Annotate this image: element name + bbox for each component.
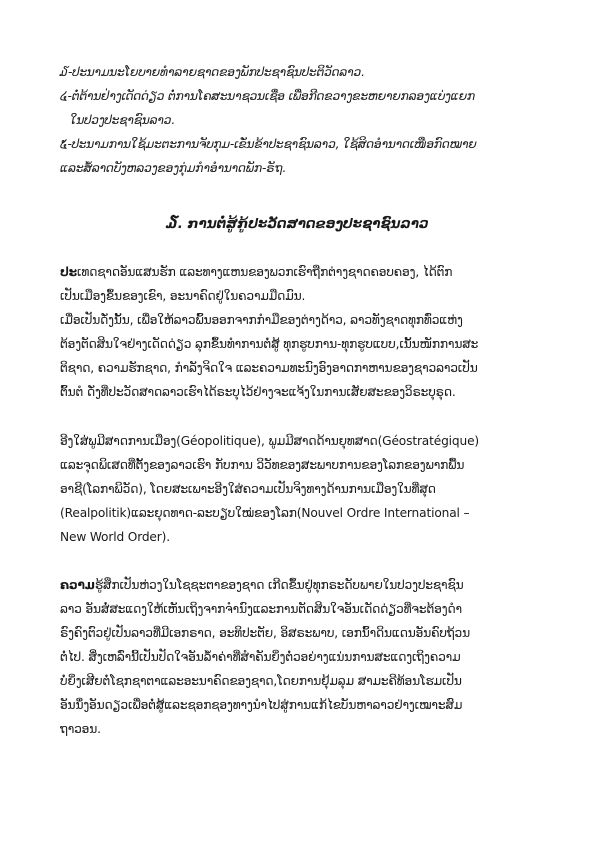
para3-line-1 xyxy=(60,575,464,595)
section-title: ໓. ການຕໍ່ສູ້ກູ້ປະວັດສາດຂອງປະຊາຊົນລາວ xyxy=(166,216,429,232)
para3-line-1-text: ຮູ້ສຶກເປັນຫ່ວງໃນໂຊຊະຕາຂອງຊາດ ເກີດຂຶ້ນຢູ່ທຸກຣະດັບພາຍໃນປວງປະຊາຊົນ xyxy=(94,578,464,592)
para3-line-2: ລາວ ອັນສໍ່ສະແດງໃຫ້ເຫັນເຖິງຈາກຈໍານົງແລະການຕັດສິນໃຈອັນເດັດດ່ຽວທີ່ຈະຕ້ອງດໍາ xyxy=(60,602,462,616)
para3-line-5: ບໍ່ຍິ່ງເສີຍຕໍ່ໂຊກຊາຕາແລະອະນາຄົດຂອງຊາດ,ໂດຍການຢຸ້ມລຸມ ສາມະຄີທ້ອນໂຮມເປັນ xyxy=(60,674,462,688)
para3-line-4: ຕໍ່ໄປ. ສິ່ງເຫລົ່ານີ້ເປັນປັດໃຈອັນລ້ຳຄ່າທີ່ສໍາຄັນຍິ່ງຕໍ່ວອຍ່າງແນ່ນການສະແດງເຖິງຄວາມ xyxy=(60,650,461,664)
para3-line-7: ຖາວອນ. xyxy=(60,722,101,736)
para3-line-3: ຣົງຄົງຕົວຢູ່ເປັນລາວທີ່ມີເອກຣາດ, ອະທິປະຕັຍ, ອິສຣະພາບ, ເອກນົ້າດິນແດນອັນຄົບຖ້ວນ xyxy=(60,626,470,640)
list-item-4: ໔-ຕໍ່ຕ້ານຢ່າງເດັດດ່ຽວ ຕໍ່ການໂຄສະນາຊວນເຊື່ອ ເພື່ອກີດຂວາງຂະຫຍາຍກລອງແບ່ງແຍກ xyxy=(60,89,476,103)
para2-line-2: ແລະຈຸດພິເສດທີ່ຕັ້ງຂອງລາວເຮົາ ກັບການ ວິວັທຂອງສະພາບການຂອງໂລກຂອງພາກພື້ນ xyxy=(60,458,465,472)
para1-line-1 xyxy=(60,262,452,282)
para2-line-3: ອາຊີ(ໂລກາພິວັດ), ໂດຍສະເພາະອີງໃສ່ຄວາມເປັນຈິງທາງດ້ານການເມືອງໃນທີ່ສຸດ xyxy=(60,482,436,496)
para3-lead: ຄວາມ xyxy=(60,578,95,592)
para1-line-3: ເມື່ອເປັນດັ່ງນັ້ນ, ເພື່ອໃຫ້ລາວພົ້ນອອກຈາກກໍາມືຂອງຕ່າງດ້າວ, ລາວທັງຊາດທຸກທົ່ວແຫ່ງ xyxy=(60,313,463,327)
para1-line-4: ຕ້ອງຕັດສິນໃຈຢ່າງເດັດດ່ຽວ ລຸກຂຶ້ນທໍາການຕໍ່ສູ້ ທຸກຮູບການ-ທຸກຮູບແບບ,ເນັ້ນໜັກການສະ xyxy=(60,337,479,351)
para3-line-6: ອັນນຶ່ງອັນດຽວເພື່ອຕໍ່ສູ້ແລະຊອກຊອງທາງນໍາໄປສູ່ການແກ້ໄຂບັນຫາລາວຢ່າງເໝາະສົມ xyxy=(60,698,463,712)
para2-line-1: ອີງໃສ່ພູມີສາດການເມືອງ(Géopolitique), ພູມມີສາດດ້ານຍຸທສາດ(Géostratégique) xyxy=(60,434,480,448)
para1-line-5: ຕິຊາດ, ຄວາມຮັກຊາດ, ກໍາລັງຈິດໃຈ ແລະຄວາມທະນົງອົງອາດກາຫານຂອງຊາວລາວເປັນ xyxy=(60,361,478,375)
list-item-3: ໓-ປະນາມນະໂຍບາຍທຳລາຍຊາດຂອງພັກປະຊາຊົນປະຕິວັດລາວ. xyxy=(60,65,365,79)
para2-line-4: (Realpolitik)ແລະຍຸດທາດ-ລະບຽບໃໝ່ຂອງໂລກ(Nouvel Ordre International – xyxy=(60,506,470,520)
list-item-5: ໕-ປະນາມການໃຊ້ມະຕະການຈັບກຸມ-ເຂັ່ນຂ້າປະຊາຊົນລາວ, ໃຊ້ສິດອຳນາດເໜືອກົດໝາຍ xyxy=(60,137,477,151)
para1-line-1-text: ເທດຊາດອັນແສນຮັກ ແລະທາງແຫນຂອງພວກເຮົາຖືກຕ່າງຊາດຄອບຄອງ, ໄດ້ຕົກ xyxy=(76,265,453,279)
para1-line-2: ເປັນເມືອງຂຶ້ນຂອງເຂົາ, ອະນາຄົດຢູ່ໃນຄວາມມືດມົນ. xyxy=(60,289,306,303)
para1-line-6: ຕົ້ນຕໍ ດັ່ງທີ່ປະວັດສາດລາວເຮົາໄດ້ຣະບຸໄວ້ຢ່າງຈະແຈ້ງໃນການເສັຍສະຂອງວິຣະບຸຣຸດ. xyxy=(60,385,456,399)
list-item-5-continued: ແລະສໍ້ລາດບັງຫລວງຂອງກຸ່ມກຳອຳນາດພັກ-ຣັຖ. xyxy=(60,161,287,175)
list-item-4-continued: ໃນປວງປະຊາຊົນລາວ. xyxy=(70,113,176,127)
para1-lead: ປະ xyxy=(60,265,77,279)
para2-line-5: New World Order). xyxy=(60,530,170,544)
